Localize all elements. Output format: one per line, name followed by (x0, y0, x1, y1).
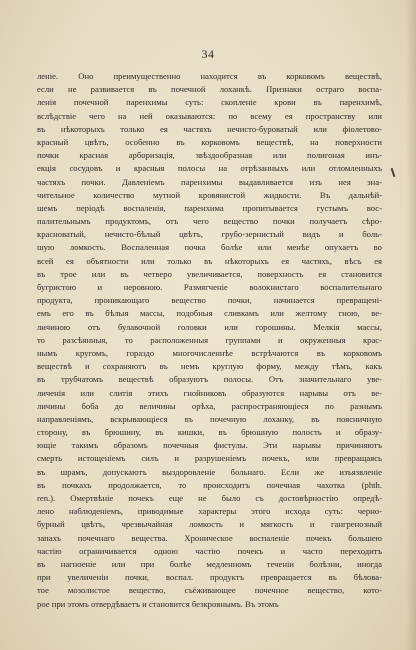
page-number: 34 (201, 47, 215, 61)
text-line: емъ его въ бѣлыя массы, подобныя сливкамъ или желтому гною, ве- (37, 308, 382, 319)
text-line: ющіе такимъ образомъ почечныя фистулы. Эти нарывы причиняютъ (37, 440, 382, 451)
text-line: бурный цвѣтъ, чрезвычайная ломкость и мягкость и гангренозный (37, 519, 382, 530)
text-line: чительное количество мутной кровянистой жидкости. Въ дальнѣй- (37, 189, 382, 200)
text-line: смерть истощеніемъ силъ и разрушеніемъ почекъ, или превращаясь (37, 453, 382, 464)
text-line: личиною отъ булавочной головки или горошины. Мелкія массы, (37, 321, 382, 332)
text-line: тое мозолистое вещество, съёживающее почечное вещество, кото- (37, 585, 382, 596)
text-line: въ трое или въ четверо увеличивается, поверхность ея становится (37, 268, 382, 279)
text-line: запахъ почечнаго вещества. Хроническое воспаленіе почекъ большею (37, 532, 382, 543)
text-line: въ почкахъ продолжается, то происходитъ почечная чахотка (phth. (37, 479, 382, 490)
text-line: въ трубчатомъ веществѣ образуютъ полосы. Отъ значительнаго уве- (37, 374, 382, 385)
text-line: веществѣ и сохраняютъ въ немъ круглую форму, между тѣмъ, какъ (37, 361, 382, 372)
text-line: если не развивается въ почечной лоханкѣ. Признаки остраго воспа- (37, 84, 382, 95)
text-line: красный цвѣтъ, особенно въ корковомъ веществѣ, на поверхности (37, 136, 382, 147)
text-line: екція сосудовъ и красныя полосы на отрѣзанныхъ или отломленныхъ (37, 163, 382, 174)
text-line: продукта, проникающаго вещество почки, начинается превращені- (37, 295, 382, 306)
text-line: шую ломкость. Воспаленная почка болѣе или менѣе опухаетъ во (37, 242, 382, 253)
text-line: бугристою и неровною. Размягченіе волокнистаго воспалительнаго (37, 282, 382, 292)
text-line: въ шрамъ, допускаютъ выздоровленіе больнаго. Если же изъязвленіе (37, 466, 382, 477)
text-line: почки красная арборизація, звѣздообразная или полигоная инъ- (37, 150, 382, 161)
text-line: шемъ періодѣ воспаленія, паренхима пропитывается густымъ вос- (37, 202, 382, 213)
text-line: ленie. Оно преимущественно находится въ корковомъ веществѣ, (37, 71, 382, 81)
text-line: личенія или слитія этихъ гнойниковъ образуются нарывы отъ ве- (37, 387, 382, 398)
text-line: рое при этомъ отвердѣваетъ и становится безкровнымъ. Въ этомъ (37, 598, 279, 609)
text-line: то разсѣянныя, то расположенныя группами и окруженныя крас- (37, 334, 382, 345)
text-line: лено наблюденіемъ, приводимые характеры этого исхода суть: черно- (37, 506, 382, 517)
text-line: частію ограничивается одною частію почекъ и часто переходитъ (37, 545, 382, 556)
text-line: ren.). Омертвѣніе почекъ еще не было съ достовѣрностію опредѣ- (37, 493, 382, 503)
body-text (37, 70, 382, 611)
text-line: красноватый, нечисто-бѣлый цвѣтъ, грубо-зернистый видъ и боль- (37, 229, 382, 240)
text-line: при увеличеніи почки, воспал. продуктъ превращается въ бѣлова- (37, 572, 382, 583)
text-line: палительнымъ продуктомъ, отъ чего вещество почки получаетъ сѣро- (37, 216, 382, 227)
text-line: личины боба до величины орѣха, распространяющіеся по разнымъ (37, 400, 382, 411)
text-line: всей ея объятности или только въ нѣкоторыхъ ея частяхъ, вѣсъ ея (37, 255, 382, 266)
margin-pencil-mark (391, 168, 396, 177)
page-edge-shadow (406, 0, 416, 650)
text-line: частяхъ почки. Давленіемъ паренхимы выдавливается изъ нея зна- (37, 176, 382, 187)
text-line: направленіямъ, вскрывающіеся въ почечную лоханку, въ поясничную (37, 413, 382, 424)
text-line: въ нѣкоторыхъ только ея частяхъ нечисто-буроватый или фіолетово- (37, 123, 382, 134)
text-line: нымъ кругомъ, гораздо многочисленнѣе встрѣчаются въ корковомъ (37, 347, 382, 358)
text-line: ленія почечной паренхимы суть: скопленіе крови въ паренхимѣ, (37, 97, 382, 108)
text-line: сторону, въ брюшину, въ кишки, въ брюшную полость и образу- (37, 427, 382, 438)
text-line: вслѣдствіе чего на ней оказываются: по всему ея пространству или (37, 110, 382, 121)
text-line: въ нагноеніе или при болѣе медленномъ теченіи болѣзни, иногда (37, 558, 382, 569)
